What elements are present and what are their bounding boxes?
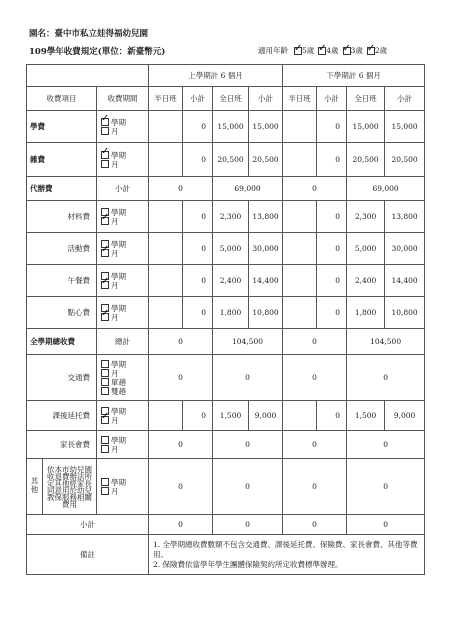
- value-cell: 0: [283, 515, 347, 535]
- half-day-empty: [283, 233, 317, 265]
- col-header: 小計: [317, 87, 347, 111]
- value-cell: 10,800: [385, 297, 425, 329]
- option-label: 月: [111, 126, 119, 136]
- value-cell: 69,000: [213, 177, 283, 201]
- option-label: 學期: [111, 406, 126, 416]
- subtotal-label: 小計: [97, 177, 149, 201]
- age-option-3[interactable]: [343, 45, 363, 56]
- value-cell: 0: [347, 431, 425, 459]
- value-cell: 0: [283, 355, 347, 401]
- value-cell: 0: [149, 515, 213, 535]
- col-header: 小計: [249, 87, 283, 111]
- half-day-empty: [283, 143, 317, 177]
- half-day-empty: [149, 297, 183, 329]
- checkbox-icon[interactable]: [101, 487, 109, 495]
- option-label: 學期: [111, 239, 126, 249]
- item-label: 材料費: [27, 201, 97, 233]
- item-label: 學費: [27, 111, 97, 143]
- checkbox-icon[interactable]: [318, 47, 326, 55]
- other-label: 其他: [30, 477, 39, 494]
- row-materials: [27, 201, 425, 233]
- col-header-item: 收費項目: [27, 87, 97, 111]
- option-label: 月: [111, 415, 119, 425]
- value-cell: 0: [183, 233, 213, 265]
- value-cell: 69,000: [347, 177, 425, 201]
- value-cell: 15,000: [213, 111, 249, 143]
- blank-corner: [27, 65, 149, 87]
- value-cell: 20,500: [213, 143, 249, 177]
- checkbox-icon[interactable]: [101, 127, 109, 135]
- value-cell: 1,800: [213, 297, 249, 329]
- ages-label: 適用年齡: [258, 46, 288, 55]
- checkbox-icon[interactable]: [101, 436, 109, 444]
- value-cell: 0: [183, 201, 213, 233]
- row-parents: [27, 431, 425, 459]
- option-label: 學期: [111, 303, 126, 313]
- value-cell: 20,500: [385, 143, 425, 177]
- checkbox-icon[interactable]: [101, 118, 109, 126]
- value-cell: 0: [317, 401, 347, 431]
- value-cell: 1,500: [347, 401, 385, 431]
- value-cell: 0: [149, 177, 213, 201]
- value-cell: 2,400: [347, 265, 385, 297]
- remarks-label: 備註: [27, 535, 149, 575]
- value-cell: 0: [347, 355, 425, 401]
- row-snack: [27, 297, 425, 329]
- item-label: 午餐費: [27, 265, 97, 297]
- half-day-empty: [149, 233, 183, 265]
- col-header: 小計: [385, 87, 425, 111]
- period-options: [97, 143, 149, 177]
- value-cell: 0: [183, 111, 213, 143]
- checkbox-icon[interactable]: [101, 313, 109, 321]
- value-cell: 0: [213, 355, 283, 401]
- half-day-empty: [283, 201, 317, 233]
- value-cell: 0: [283, 459, 347, 515]
- value-cell: 0: [213, 515, 283, 535]
- period-options: [97, 431, 149, 459]
- option-label: 學期: [111, 271, 126, 281]
- remark-note: 2. 保險費依當學年學生團體保險契約所定收費標準辦理。: [153, 559, 343, 569]
- period-options: [97, 459, 149, 515]
- value-cell: 2,400: [213, 265, 249, 297]
- value-cell: 0: [149, 329, 213, 355]
- row-activity: [27, 233, 425, 265]
- fee-title: 109學年收費規定(單位：新臺幣元): [29, 47, 166, 57]
- value-cell: 0: [317, 111, 347, 143]
- item-label: 家長會費: [27, 431, 97, 459]
- half-day-empty: [149, 401, 183, 431]
- value-cell: 9,000: [249, 401, 283, 431]
- checkbox-icon[interactable]: [101, 281, 109, 289]
- row-tuition: [27, 111, 425, 143]
- col-header: 全日班: [347, 87, 385, 111]
- remarks-notes: [149, 535, 425, 575]
- row-lunch: [27, 265, 425, 297]
- col-header: 全日班: [213, 87, 249, 111]
- period-options: [97, 401, 149, 431]
- value-cell: 104,500: [213, 329, 283, 355]
- value-cell: 0: [317, 233, 347, 265]
- sem2-title: 下學期計 6 個月: [283, 65, 425, 87]
- option-label: 學期: [111, 477, 126, 487]
- checkbox-icon[interactable]: [101, 160, 109, 168]
- checkbox-icon[interactable]: [101, 445, 109, 453]
- age-option-2[interactable]: [367, 45, 387, 56]
- remark-note: 1. 全學期總收費數額不包含交通費、課後延托費、保險費、家長會費、其他等費用。: [153, 539, 418, 559]
- item-label: 全學期總收費: [27, 329, 97, 355]
- option-label: 月: [111, 216, 119, 226]
- value-cell: 0: [317, 297, 347, 329]
- half-day-empty: [149, 111, 183, 143]
- row-other-subtotal: [27, 515, 425, 535]
- value-cell: 14,400: [385, 265, 425, 297]
- option-label: 月: [111, 248, 119, 258]
- other-description: 依本市幼兒園收退費辦法所定其他經家長同意用於幼兒教保服務相關費用: [43, 459, 97, 515]
- checkbox-icon[interactable]: [101, 369, 109, 377]
- item-label: 雜費: [27, 143, 97, 177]
- period-options: [97, 297, 149, 329]
- option-label: 月: [111, 486, 119, 496]
- row-remarks: [27, 535, 425, 575]
- col-header: 半日班: [283, 87, 317, 111]
- subtotal-label: 小計: [27, 515, 149, 535]
- value-cell: 0: [317, 265, 347, 297]
- checkbox-icon[interactable]: [101, 378, 109, 386]
- period-options: [97, 201, 149, 233]
- half-day-empty: [149, 143, 183, 177]
- period-options: [97, 233, 149, 265]
- value-cell: 0: [347, 459, 425, 515]
- age-label: 3歲: [350, 46, 363, 55]
- value-cell: 2,300: [213, 201, 249, 233]
- value-cell: 0: [213, 459, 283, 515]
- option-label: 月: [111, 159, 119, 169]
- option-label: 單趟: [111, 377, 126, 387]
- value-cell: 0: [149, 431, 213, 459]
- row-misc: [27, 143, 425, 177]
- value-cell: 0: [283, 329, 347, 355]
- half-day-empty: [283, 111, 317, 143]
- checkbox-icon[interactable]: [343, 47, 351, 55]
- row-agency: [27, 177, 425, 201]
- period-options: [97, 355, 149, 401]
- period-options: [97, 265, 149, 297]
- item-label: 課後延托費: [27, 401, 97, 431]
- option-label: 月: [111, 368, 119, 378]
- school-name: 園名：臺中市私立娃得福幼兒園: [29, 29, 149, 39]
- checkbox-icon[interactable]: [101, 416, 109, 424]
- value-cell: 5,000: [213, 233, 249, 265]
- value-cell: 0: [213, 431, 283, 459]
- checkbox-icon[interactable]: [294, 47, 302, 55]
- item-label: 活動費: [27, 233, 97, 265]
- age-label: 2歲: [374, 46, 388, 55]
- half-day-empty: [283, 297, 317, 329]
- value-cell: 13,800: [249, 201, 283, 233]
- age-label: 5歲: [302, 46, 315, 55]
- row-total: [27, 329, 425, 355]
- item-label: 點心費: [27, 297, 97, 329]
- checkbox-icon[interactable]: [101, 151, 109, 159]
- value-cell: 15,000: [249, 111, 283, 143]
- value-cell: 10,800: [249, 297, 283, 329]
- option-label: 月: [111, 444, 119, 454]
- option-label: 學期: [111, 150, 126, 160]
- value-cell: 104,500: [347, 329, 425, 355]
- option-label: 雙趟: [111, 386, 126, 396]
- checkbox-icon[interactable]: [101, 217, 109, 225]
- option-label: 月: [111, 312, 119, 322]
- value-cell: 0: [283, 431, 347, 459]
- age-option-5[interactable]: [294, 45, 314, 56]
- half-day-empty: [283, 265, 317, 297]
- value-cell: 0: [183, 265, 213, 297]
- value-cell: 0: [149, 459, 213, 515]
- period-options: [97, 111, 149, 143]
- checkbox-icon[interactable]: [101, 249, 109, 257]
- value-cell: 15,000: [385, 111, 425, 143]
- option-label: 月: [111, 280, 119, 290]
- value-cell: 13,800: [385, 201, 425, 233]
- value-cell: 0: [149, 355, 213, 401]
- row-transport: [27, 355, 425, 401]
- half-day-empty: [149, 265, 183, 297]
- option-label: 學期: [111, 117, 126, 127]
- value-cell: 5,000: [347, 233, 385, 265]
- sem1-title: 上學期計 6 個月: [149, 65, 283, 87]
- half-day-empty: [149, 201, 183, 233]
- value-cell: 15,000: [347, 111, 385, 143]
- value-cell: 0: [317, 201, 347, 233]
- value-cell: 0: [183, 401, 213, 431]
- value-cell: 9,000: [385, 401, 425, 431]
- value-cell: 2,300: [347, 201, 385, 233]
- value-cell: 1,500: [213, 401, 249, 431]
- value-cell: 0: [317, 143, 347, 177]
- sum-label: 總計: [97, 329, 149, 355]
- option-label: 學期: [111, 207, 126, 217]
- item-label: 代辦費: [27, 177, 97, 201]
- col-header: 半日班: [149, 87, 183, 111]
- value-cell: 0: [283, 177, 347, 201]
- checkbox-icon[interactable]: [101, 360, 109, 368]
- checkbox-icon[interactable]: [367, 47, 375, 55]
- value-cell: 30,000: [249, 233, 283, 265]
- other-label-cell: [27, 459, 43, 515]
- option-label: 學期: [111, 359, 126, 369]
- value-cell: 0: [183, 297, 213, 329]
- value-cell: 30,000: [385, 233, 425, 265]
- value-cell: 20,500: [347, 143, 385, 177]
- row-other: [27, 459, 425, 515]
- col-header-period: 收費期間: [97, 87, 149, 111]
- value-cell: 0: [183, 143, 213, 177]
- age-option-4[interactable]: [318, 45, 338, 56]
- checkbox-icon[interactable]: [101, 387, 109, 395]
- value-cell: 20,500: [249, 143, 283, 177]
- row-afterschool: [27, 401, 425, 431]
- age-selector: [258, 45, 391, 56]
- age-label: 4歲: [326, 46, 339, 55]
- checkbox-icon[interactable]: [101, 478, 109, 486]
- value-cell: 14,400: [249, 265, 283, 297]
- fee-table: [26, 64, 425, 575]
- col-header: 小計: [183, 87, 213, 111]
- value-cell: 0: [347, 515, 425, 535]
- item-label: 交通費: [27, 355, 97, 401]
- half-day-empty: [283, 401, 317, 431]
- option-label: 學期: [111, 435, 126, 445]
- value-cell: 1,800: [347, 297, 385, 329]
